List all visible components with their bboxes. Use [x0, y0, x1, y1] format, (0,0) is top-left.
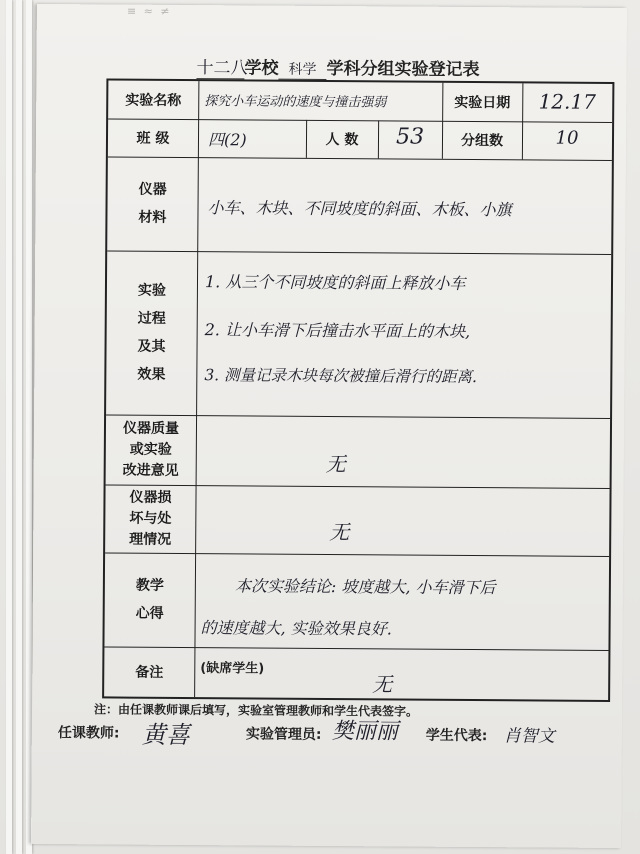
admin-label: 实验管理员:: [245, 726, 322, 743]
teacher-label: 任课教师:: [57, 725, 120, 742]
group-count-value: 10: [555, 127, 579, 149]
experience-line-2: 的速度越大, 实验效果良好.: [200, 618, 392, 639]
process-label-line: 实验: [137, 282, 166, 299]
registration-table: [102, 78, 614, 702]
student-label: 学生代表:: [425, 727, 488, 745]
experiment-name-label: 实验名称: [125, 92, 182, 109]
quality-value: 无: [325, 451, 346, 477]
school-label: 学校: [244, 58, 279, 79]
process-step-3: 3. 测量记录木块每次被撞后滑行的距离.: [204, 366, 478, 387]
experience-label: [104, 552, 195, 647]
quality-label-line: 仪器质量: [122, 420, 180, 437]
process-label-line: 效果: [137, 366, 166, 383]
damage-label: [105, 484, 195, 553]
experience-line-1: 本次实验结论: 坡度越大, 小车滑下后: [234, 576, 496, 598]
group-count-label: 分组数: [460, 132, 504, 150]
materials-label-line: 仪器: [138, 181, 167, 198]
teacher-signature: 黄喜: [141, 720, 190, 750]
remarks-label: 备注: [135, 664, 164, 681]
damage-label-line: 仪器损: [129, 489, 172, 506]
experiment-name-value: 探究小车运动的速度与撞击强弱: [204, 94, 387, 111]
quality-label-line: 改进意见: [122, 462, 179, 479]
process-step-2: 2. 让小车滑下后撞击水平面上的木块,: [204, 320, 471, 341]
class-label: 班 级: [136, 130, 170, 147]
experiment-date-value: 12.17: [538, 89, 596, 114]
damage-value: 无: [329, 520, 350, 545]
student-signature: 肖智文: [503, 726, 555, 747]
experiment-date-label: 实验日期: [454, 94, 511, 112]
remarks-printed: (缺席学生): [200, 661, 265, 677]
materials-label: [107, 156, 198, 251]
process-step-1: 1. 从三个不同坡度的斜面上释放小车: [204, 272, 466, 293]
footnote: 注：由任课教师课后填写，实验室管理教师和学生代表签字。: [93, 702, 419, 719]
class-value: 四(2): [207, 130, 247, 150]
process-label-line: 及其: [137, 338, 166, 355]
student-count-value: 53: [395, 124, 425, 150]
faint-bleed-marks: ≡ ≈ ≠: [126, 4, 172, 18]
process-label-line: 过程: [137, 310, 166, 327]
remarks-value: 无: [372, 672, 393, 697]
stacked-page-edge: [16, 0, 22, 854]
experience-label-line: 心得: [135, 605, 164, 622]
materials-label-line: 材料: [138, 209, 167, 226]
materials-value: 小车、木块、不同坡度的斜面、木板、小旗: [207, 198, 512, 220]
form-title: [196, 53, 479, 81]
experience-label-line: 教学: [135, 577, 164, 594]
subject-fill: 科学: [278, 59, 326, 80]
school-fill: 十二八: [196, 53, 244, 79]
stacked-page-edge: [6, 0, 12, 854]
admin-signature: 樊丽丽: [331, 719, 398, 745]
quality-label: [106, 414, 196, 485]
process-label: [106, 250, 197, 415]
form-sheet: [31, 4, 627, 848]
damage-label-line: 理情况: [129, 531, 172, 548]
quality-label-line: 或实验: [129, 441, 172, 458]
damage-label-line: 坏与处: [129, 510, 172, 527]
title-rest: 学科分组实验登记表: [326, 58, 480, 81]
student-count-label: 人 数: [325, 131, 359, 149]
